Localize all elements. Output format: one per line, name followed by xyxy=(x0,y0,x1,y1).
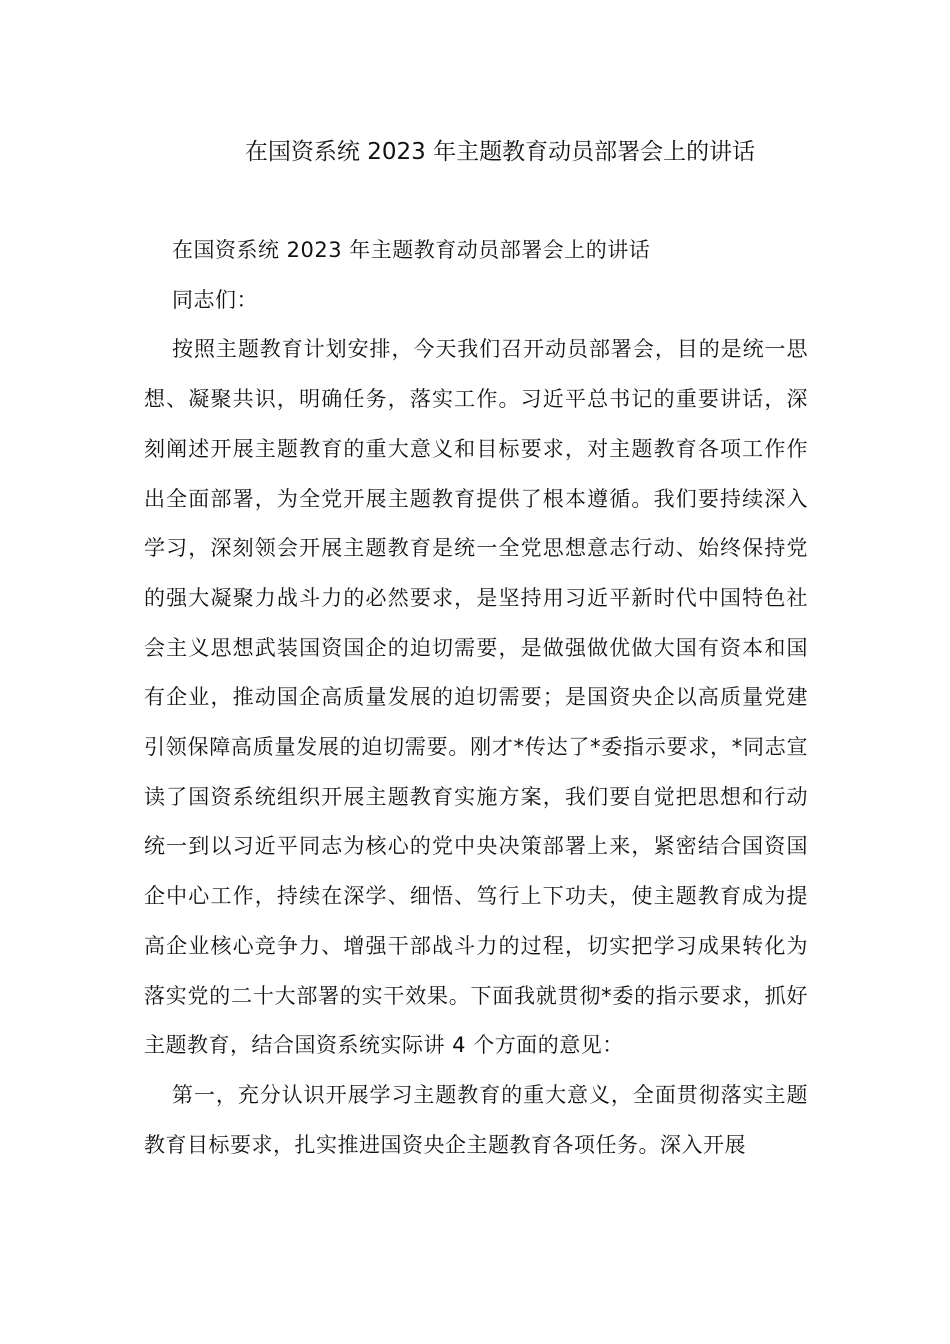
body-paragraph-2: 第一，充分认识开展学习主题教育的重大意义，全面贯彻落实主题教育目标要求，扎实推进国资央企主题教育各项任务。深入开展 xyxy=(144,1082,808,1157)
body-subtitle: 在国资系统 2023 年主题教育动员部署会上的讲话 xyxy=(172,238,651,262)
salutation: 同志们： xyxy=(172,287,258,312)
document-body xyxy=(144,226,808,1170)
document-title: 在国资系统 2023 年主题教育动员部署会上的讲话 xyxy=(244,139,756,165)
body-paragraph-1: 按照主题教育计划安排，今天我们召开动员部署会，目的是统一思想、凝聚共识，明确任务，落实工作。习近平总书记的重要讲话，深刻阐述开展主题教育的重大意义和目标要求，对主题教育各项工作作出全面部署，为全党开展主题教育提供了根本遵循。我们要持续深入学习，深刻领会开展主题教育是统一全党思想意志行动、始终保持党的强大凝聚力战斗力的必然要求，是坚持用习近平新时代中国特色社会主义思想武装国资国企的迫切需要，是做强做优做大国有资本和国有企业，推动国企高质量发展的迫切需要；是国资央企以高质量党建引领保障高质量发展的迫切需要。刚才*传达了*委指示要求，*同志宣读了国资系统组织开展主题教育实施方案，我们要自觉把思想和行动统一到以习近平同志为核心的党中央决策部署上来，紧密结合国资国企中心工作，持续在深学、细悟、笃行上下功夫，使主题教育成为提高企业核心竞争力、增强干部战斗力的过程，切实把学习成果转化为落实党的二十大部署的实干效果。下面我就贯彻*委的指示要求，抓好主题教育，结合国资系统实际讲 4 个方面的意见： xyxy=(144,337,808,1058)
